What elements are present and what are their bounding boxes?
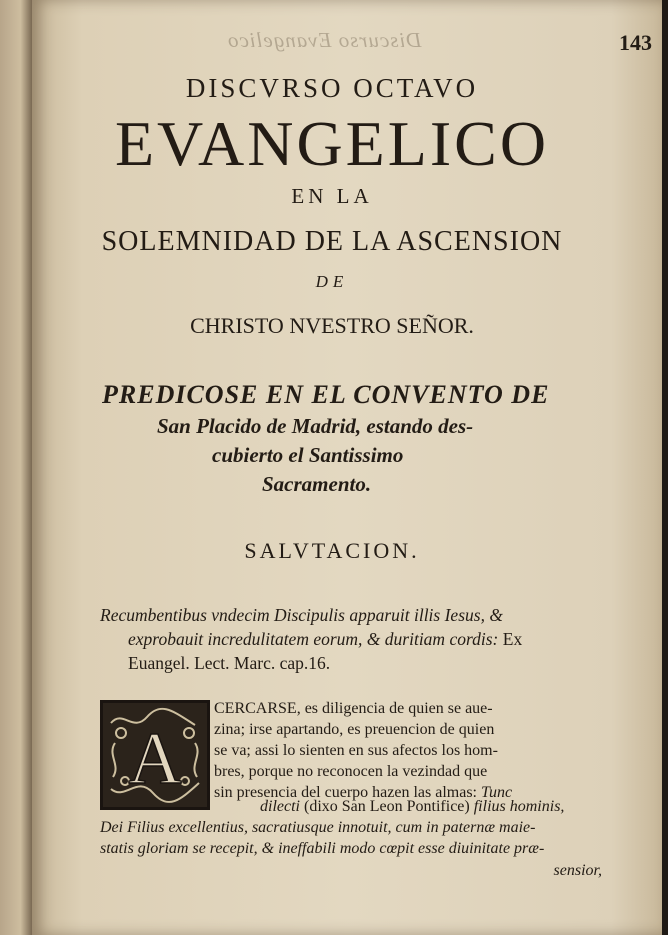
- citation-line-2-end: Ex: [502, 629, 523, 649]
- body-line-6-b: (dixo San Leon Pontifice): [303, 798, 470, 815]
- body-line-5-text: sin presencia del cuerpo hazen las almas:: [214, 784, 477, 801]
- body-line-5-tail: Tunc: [481, 784, 513, 801]
- title-line-4: SOLEMNIDAD DE LA ASCENSION: [101, 226, 563, 257]
- body-full-text: [100, 798, 580, 859]
- running-head: Discurso Evangelico: [227, 28, 422, 52]
- body-line-8: statis gloriam se recepit, & ineffabili modo cœpit esse diuinitate præ-: [100, 840, 545, 857]
- citation-line-2: [128, 627, 640, 651]
- drop-cap-letter: A: [128, 718, 182, 800]
- body-line-4: bres, porque no reconocen la vezindad que: [214, 763, 488, 780]
- body-line-6-c: filius hominis,: [473, 798, 565, 815]
- ornamental-drop-cap: [100, 700, 210, 810]
- scripture-citation: [100, 603, 640, 675]
- preached-line-3: cubierto el Santissimo: [212, 443, 404, 467]
- title-line-5: DE: [315, 272, 349, 291]
- citation-line-3: Euangel. Lect. Marc. cap.16.: [128, 653, 331, 673]
- title-line-2: EVANGELICO: [114, 108, 550, 179]
- drop-cap-ornament-icon: [103, 703, 207, 807]
- body-line-3: se va; assi lo sienten en sus afectos los hom-: [214, 742, 498, 759]
- title-line-3: EN LA: [291, 184, 373, 208]
- catchword: sensior,: [553, 862, 602, 879]
- body-line-6: [260, 796, 580, 817]
- page-number: 143: [619, 30, 652, 55]
- salutation-heading: SALVTACION.: [244, 538, 420, 563]
- title-line-1: DISCVRSO OCTAVO: [185, 73, 479, 103]
- body-line-2: zina; irse apartando, es preuencion de quien: [214, 721, 495, 738]
- citation-line-2-text: exprobauit incredulitatem eorum, & duritiam cordis:: [128, 629, 499, 649]
- facing-page-edge: [0, 0, 34, 935]
- preached-note: [102, 380, 549, 497]
- book-page: [32, 0, 662, 935]
- body-line-1: CERCARSE, es diligencia de quien se aue-: [214, 700, 493, 717]
- body-line-7: Dei Filius excellentius, sacratiusque innotuit, cum in paternæ maie-: [100, 819, 536, 836]
- body-line-6-a: dilecti: [260, 798, 300, 815]
- preached-line-1: PREDICOSE EN EL CONVENTO DE: [102, 380, 550, 409]
- citation-line-1: Recumbentibus vndecim Discipulis apparuit illis Iesus, &: [100, 605, 503, 625]
- preached-line-4: Sacramento.: [262, 472, 372, 496]
- title-line-6: CHRISTO NVESTRO SEÑOR.: [190, 313, 474, 338]
- preached-line-2: San Placido de Madrid, estando des-: [157, 414, 474, 438]
- body-wrapped-text: [214, 698, 579, 803]
